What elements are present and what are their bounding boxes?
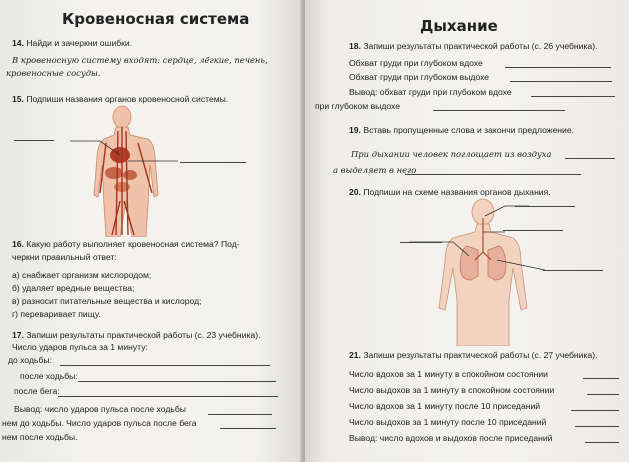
task-text: Запиши результаты практической работы (с. 26 учебника). [363, 41, 598, 51]
label-answer-line-bronchi[interactable] [543, 270, 603, 271]
task-19-field-2[interactable] [405, 174, 581, 175]
task-14-line-1[interactable]: В кровеносную систему входят: сердце, лёгкие, печень, [12, 55, 268, 65]
breaths-out-rest-label: Число выдохов за 1 минуту в спокойном состоянии [349, 385, 555, 395]
pulse-after-walking-field[interactable] [78, 381, 276, 382]
label-answer-line-trachea[interactable] [503, 230, 563, 231]
breaths-out-rest-field[interactable] [587, 394, 619, 395]
label-answer-line-heart[interactable] [14, 140, 54, 141]
task-number: 20. [349, 187, 361, 197]
task-21 [349, 350, 597, 360]
answer-option-b[interactable]: б) удаляет вредные вещества; [12, 283, 135, 293]
right-page [305, 0, 629, 462]
respiratory-system-figure [405, 196, 545, 346]
label-answer-line-vessels[interactable] [180, 162, 246, 163]
task-number: 21. [349, 350, 361, 360]
task-text: Подпиши названия органов кровеносной системы. [26, 94, 229, 104]
task-14 [12, 38, 132, 48]
task-16-line-2: черкни правильный ответ: [12, 252, 117, 262]
task-18 [349, 41, 597, 51]
conclusion-line-3: нем после ходьбы. [2, 432, 78, 442]
task-text: Запиши результаты практической работы (с. 23 учебника). [26, 330, 261, 340]
conclusion-line-2: нем до ходьбы. Число ударов пульса после бега [2, 418, 197, 428]
chest-conclusion-field[interactable] [531, 96, 615, 97]
task-number: 14. [12, 38, 24, 48]
chest-conclusion-label-2: при глубоком выдохе [315, 101, 401, 111]
circulatory-system-figure [70, 105, 190, 237]
task-number: 17. [12, 330, 24, 340]
answer-option-c[interactable]: в) разносит питательные вещества и кислород; [12, 296, 202, 306]
breaths-out-squats-field[interactable] [575, 426, 619, 427]
label-answer-line-nose[interactable] [515, 206, 575, 207]
task-text: Подпиши на схеме названия органов дыхания. [363, 187, 551, 197]
pulse-before-walking-label: до ходьбы: [8, 355, 52, 365]
breaths-in-rest-label: Число вдохов за 1 минуту в спокойном состоянии [349, 369, 548, 379]
task-number: 15. [12, 94, 24, 104]
task-number: 19. [349, 125, 361, 135]
chest-inhale-field[interactable] [505, 67, 611, 68]
breaths-conclusion-label: Вывод: число вдохов и выдохов после приседаний [349, 433, 553, 443]
task-number: 16. [12, 239, 24, 249]
chest-exhale-field[interactable] [510, 81, 612, 82]
breaths-in-squats-label: Число вдохов за 1 минуту после 10 приседаний [349, 401, 541, 411]
chest-exhale-label: Обхват груди при глубоком выдохе [349, 72, 490, 82]
breaths-conclusion-field[interactable] [585, 442, 619, 443]
chest-conclusion-field-2[interactable] [433, 110, 565, 111]
task-19-field-1[interactable] [565, 158, 615, 159]
breaths-out-squats-label: Число выдохов за 1 минуту после 10 приседаний [349, 417, 547, 427]
pulse-after-running-field[interactable] [58, 396, 278, 397]
task-15 [12, 94, 228, 104]
task-16 [12, 239, 240, 249]
pulse-after-walking-label: после ходьбы: [20, 371, 78, 381]
answer-option-d[interactable]: г) переваривает пищу. [12, 309, 101, 319]
answer-option-a[interactable]: а) снабжает организм кислородом; [12, 270, 152, 280]
task-text: Запиши результаты практической работы (с. 27 учебника). [363, 350, 598, 360]
task-17-line-2: Число ударов пульса за 1 минуту: [12, 342, 148, 352]
task-19 [349, 125, 574, 135]
breaths-in-squats-field[interactable] [571, 410, 619, 411]
task-17 [12, 330, 260, 340]
page-title-breathing: Дыхание [420, 17, 498, 35]
task-number: 18. [349, 41, 361, 51]
task-19-sentence-2: а выделяет в него [333, 165, 417, 175]
task-text: Вставь пропущенные слова и закончи предложение. [363, 125, 575, 135]
task-text: Какую работу выполняет кровеносная система? Под- [26, 239, 240, 249]
task-19-sentence-1: При дыхании человек поглощает из воздуха [351, 149, 552, 159]
task-text: Найди и зачеркни ошибки. [26, 38, 133, 48]
chest-inhale-label: Обхват груди при глубоком вдохе [349, 58, 483, 68]
chest-conclusion-label: Вывод: обхват груди при глубоком вдохе [349, 87, 512, 97]
label-answer-line-lungs[interactable] [400, 242, 442, 243]
conclusion-field-1[interactable] [208, 414, 272, 415]
conclusion-line-1: Вывод: число ударов пульса после ходьбы [14, 404, 186, 414]
left-page [0, 0, 303, 462]
breaths-in-rest-field[interactable] [583, 378, 619, 379]
task-14-line-2[interactable]: кровеносные сосуды. [6, 68, 101, 78]
pulse-after-running-label: после бега: [14, 386, 60, 396]
page-title-circulatory: Кровеносная система [62, 10, 250, 28]
conclusion-field-2[interactable] [220, 428, 276, 429]
pulse-before-walking-field[interactable] [60, 365, 270, 366]
